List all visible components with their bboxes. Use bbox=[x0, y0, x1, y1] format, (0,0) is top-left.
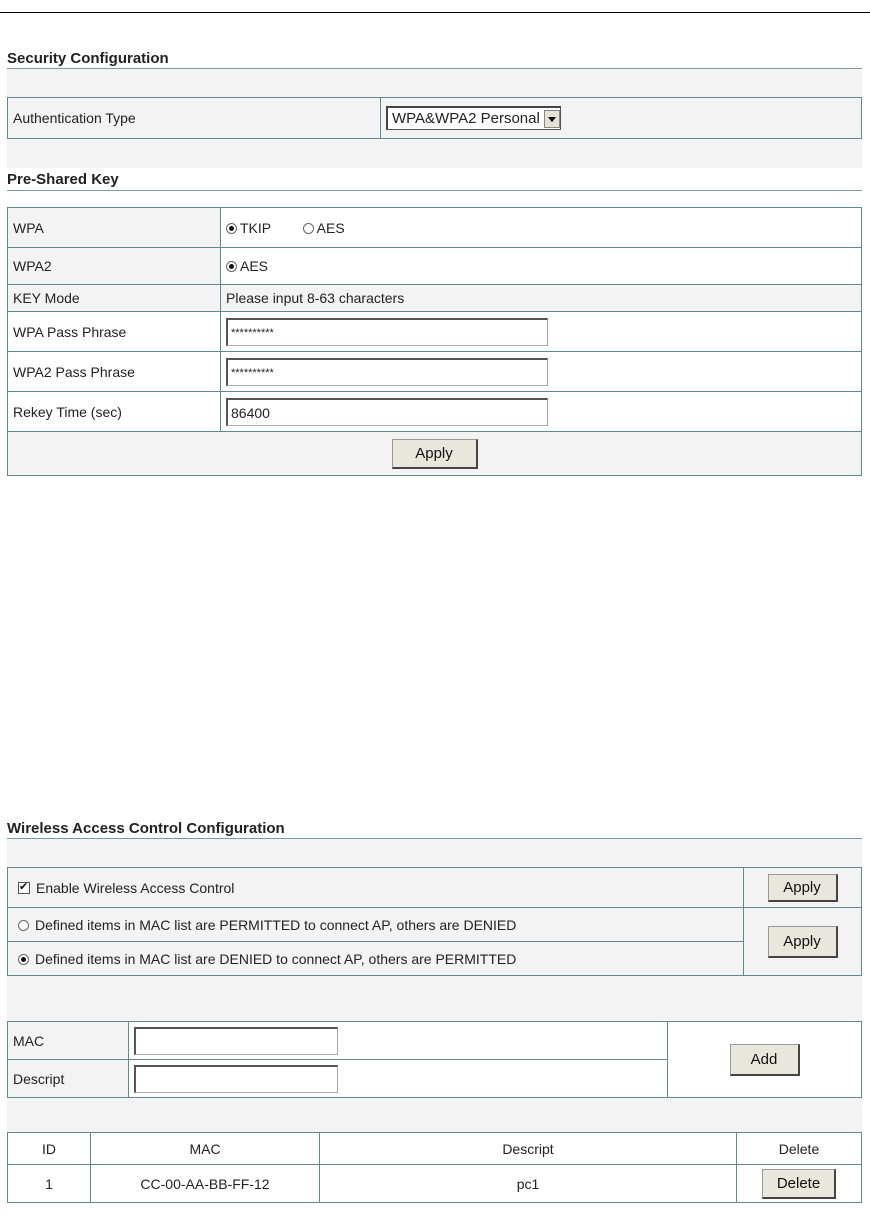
policy-permit-label: Defined items in MAC list are PERMITTED to connect AP, others are DENIED bbox=[35, 916, 517, 933]
title-underline bbox=[7, 190, 862, 191]
policy-deny-row bbox=[8, 942, 744, 976]
wpa2-pass-cell bbox=[221, 352, 862, 392]
delete-button[interactable]: Delete bbox=[762, 1169, 836, 1199]
col-delete-header: Delete bbox=[737, 1133, 862, 1165]
mac-add-table bbox=[7, 1021, 862, 1098]
add-cell bbox=[668, 1022, 862, 1098]
chevron-down-icon[interactable] bbox=[544, 110, 560, 128]
wpa-pass-label: WPA Pass Phrase bbox=[8, 312, 221, 352]
table-row bbox=[8, 1165, 862, 1203]
row-descript: pc1 bbox=[320, 1165, 737, 1203]
top-rule bbox=[0, 12, 870, 13]
tkip-radio[interactable] bbox=[226, 223, 237, 234]
spacer-band bbox=[7, 839, 862, 867]
wpa2-label: WPA2 bbox=[8, 248, 221, 285]
row-mac: CC-00-AA-BB-FF-12 bbox=[91, 1165, 320, 1203]
enable-label: Enable Wireless Access Control bbox=[36, 879, 235, 896]
auth-type-label: Authentication Type bbox=[8, 98, 381, 139]
row-id: 1 bbox=[8, 1165, 91, 1203]
auth-type-cell bbox=[381, 98, 862, 139]
enable-checkbox[interactable] bbox=[18, 882, 30, 894]
wpa-options-cell bbox=[221, 208, 862, 248]
tkip-label: TKIP bbox=[240, 219, 271, 236]
add-button[interactable]: Add bbox=[730, 1044, 800, 1076]
descript-label: Descript bbox=[8, 1060, 129, 1098]
access-control-table bbox=[7, 867, 862, 976]
spacer-band bbox=[7, 976, 862, 1021]
enable-apply-cell bbox=[744, 868, 862, 908]
wpa2-aes-radio[interactable] bbox=[226, 261, 237, 272]
mac-label: MAC bbox=[8, 1022, 129, 1060]
wpa2-pass-label: WPA2 Pass Phrase bbox=[8, 352, 221, 392]
rekey-input[interactable]: 86400 bbox=[226, 398, 548, 426]
row-delete-cell bbox=[737, 1165, 862, 1203]
apply-button[interactable]: Apply bbox=[392, 439, 478, 469]
mac-list-table bbox=[7, 1132, 862, 1203]
spacer-band bbox=[7, 139, 862, 168]
descript-input[interactable] bbox=[134, 1065, 338, 1093]
auth-type-select[interactable] bbox=[386, 106, 561, 130]
wpa2-aes-label: AES bbox=[240, 258, 269, 274]
policy-permit-row bbox=[8, 908, 744, 942]
col-id-header: ID bbox=[8, 1133, 91, 1165]
access-control-title: Wireless Access Control Configuration bbox=[7, 820, 285, 837]
col-mac-header: MAC bbox=[91, 1133, 320, 1165]
policy-permit-radio[interactable] bbox=[18, 920, 29, 931]
mac-input-cell bbox=[129, 1022, 668, 1060]
aes-radio[interactable] bbox=[303, 223, 314, 234]
table-header-row bbox=[8, 1133, 862, 1165]
aes-label: AES bbox=[316, 219, 345, 236]
policy-apply-cell bbox=[744, 908, 862, 976]
key-mode-value: Please input 8-63 characters bbox=[221, 285, 862, 312]
col-descript-header: Descript bbox=[320, 1133, 737, 1165]
spacer-band bbox=[7, 1098, 862, 1132]
descript-input-cell bbox=[129, 1060, 668, 1098]
key-mode-label: KEY Mode bbox=[8, 285, 221, 312]
psk-title: Pre-Shared Key bbox=[7, 171, 119, 188]
wpa-pass-cell bbox=[221, 312, 862, 352]
apply-row bbox=[8, 432, 862, 476]
auth-type-value: WPA&WPA2 Personal bbox=[392, 110, 540, 127]
rekey-cell bbox=[221, 392, 862, 432]
policy-deny-label: Defined items in MAC list are DENIED to connect AP, others are PERMITTED bbox=[35, 950, 517, 967]
enable-row bbox=[8, 868, 744, 908]
mac-input[interactable] bbox=[134, 1027, 338, 1055]
policy-apply-button[interactable]: Apply bbox=[768, 926, 838, 958]
policy-deny-radio[interactable] bbox=[18, 954, 29, 965]
wpa-label: WPA bbox=[8, 208, 221, 248]
wpa-pass-input[interactable]: ********** bbox=[226, 318, 548, 346]
psk-table bbox=[7, 207, 862, 476]
enable-apply-button[interactable]: Apply bbox=[768, 874, 838, 902]
auth-type-table bbox=[7, 97, 862, 139]
wpa2-pass-input[interactable]: ********** bbox=[226, 358, 548, 386]
security-config-title: Security Configuration bbox=[7, 50, 169, 67]
rekey-label: Rekey Time (sec) bbox=[8, 392, 221, 432]
spacer-band bbox=[7, 69, 862, 97]
wpa2-options-cell bbox=[221, 248, 862, 285]
